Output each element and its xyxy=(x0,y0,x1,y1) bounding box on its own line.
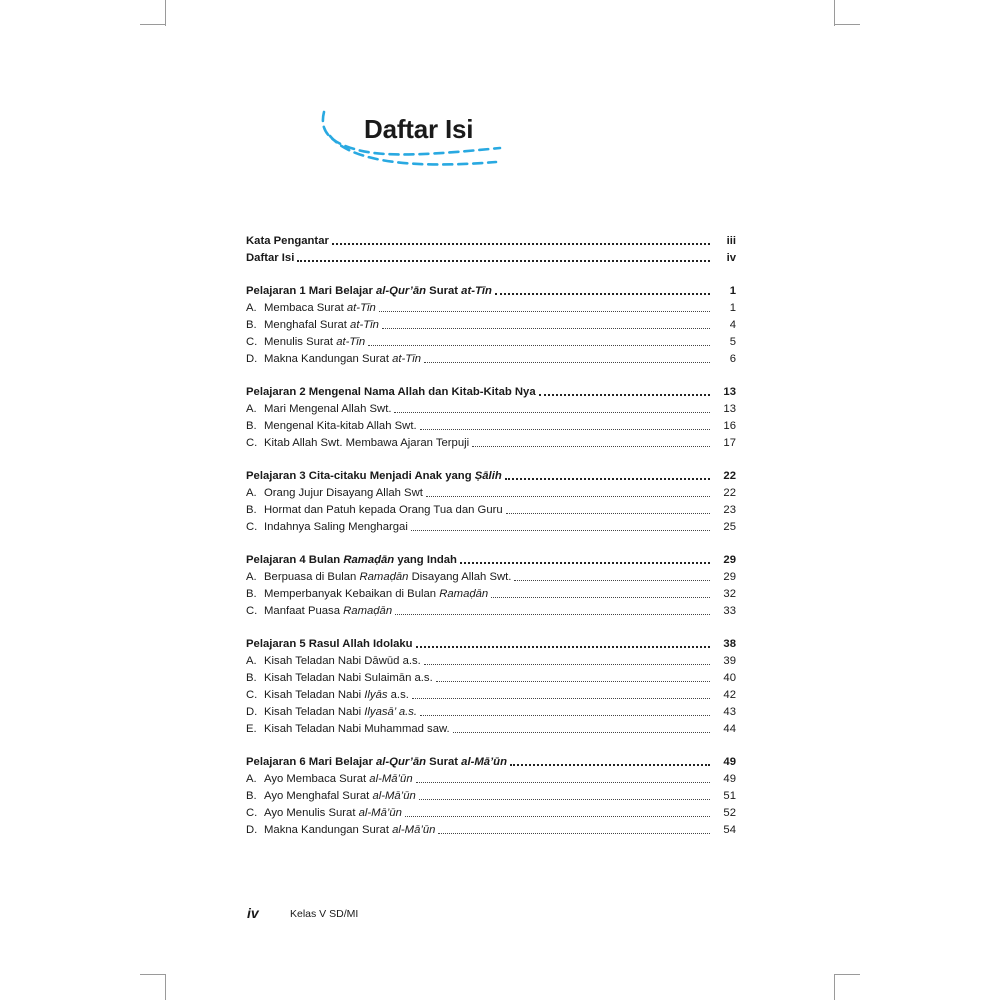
text-segment: a.s. xyxy=(387,689,409,701)
item-title xyxy=(264,671,433,686)
text-segment: Ayo Menghafal Surat xyxy=(264,790,373,802)
section-gap xyxy=(246,535,736,551)
lesson-heading-row[interactable] xyxy=(246,753,736,770)
toc-item-row[interactable] xyxy=(246,703,736,720)
item-letter: B. xyxy=(246,319,257,331)
dot-leader xyxy=(436,681,710,682)
toc-front-row[interactable] xyxy=(246,232,736,249)
toc-page-number: 32 xyxy=(723,588,736,600)
lesson-title xyxy=(246,284,492,299)
section-gap xyxy=(246,737,736,753)
item-letter: D. xyxy=(246,824,258,836)
item-title xyxy=(264,722,450,737)
toc-item-row[interactable] xyxy=(246,720,736,737)
item-letter: A. xyxy=(246,571,257,583)
toc-page-number: 16 xyxy=(723,420,736,432)
text-segment: Ramaḍān xyxy=(343,605,393,617)
toc-page-number: 49 xyxy=(723,756,736,768)
item-title xyxy=(264,772,413,787)
text-segment: Kisah Teladan Nabi xyxy=(264,706,365,718)
dot-leader xyxy=(368,345,710,346)
text-segment: Hormat dan Patuh kepada Orang Tua dan Guru xyxy=(264,504,503,516)
dot-leader xyxy=(416,646,710,648)
toc-page-number: 22 xyxy=(723,487,736,499)
table-of-contents xyxy=(246,232,736,838)
lesson-title xyxy=(246,755,507,770)
text-segment: Indahnya Saling Menghargai xyxy=(264,521,408,533)
item-title xyxy=(264,402,391,417)
toc-page-number: 51 xyxy=(723,790,736,802)
item-title xyxy=(264,352,421,367)
item-letter: B. xyxy=(246,504,257,516)
text-segment: Kisah Teladan Nabi xyxy=(264,689,365,701)
toc-item-row[interactable] xyxy=(246,602,736,619)
text-segment: Ayo Membaca Surat xyxy=(264,773,370,785)
section-gap xyxy=(246,367,736,383)
dot-leader xyxy=(453,732,710,733)
item-letter: C. xyxy=(246,689,258,701)
dot-leader xyxy=(420,715,710,716)
lesson-title xyxy=(246,637,413,652)
lesson-heading-row[interactable] xyxy=(246,383,736,400)
text-segment: Ilyās xyxy=(364,689,388,701)
item-letter: C. xyxy=(246,605,258,617)
dot-leader xyxy=(395,614,710,615)
section-gap xyxy=(246,619,736,635)
text-segment: Membaca Surat xyxy=(264,302,347,314)
dot-leader xyxy=(495,293,710,295)
dot-leader xyxy=(424,362,710,363)
item-title xyxy=(264,604,392,619)
text-segment: Kitab Allah Swt. Membawa Ajaran Terpuji xyxy=(264,437,470,449)
lesson-title xyxy=(246,553,457,568)
toc-page-number: 25 xyxy=(723,521,736,533)
crop-mark xyxy=(834,24,860,25)
toc-page-number: 29 xyxy=(723,554,736,566)
text-segment: at-Tīn xyxy=(461,285,492,297)
toc-item-row[interactable] xyxy=(246,568,736,585)
item-letter: D. xyxy=(246,706,258,718)
toc-page-number: iii xyxy=(726,235,736,247)
toc-page-number: 40 xyxy=(723,672,736,684)
text-segment: Ramaḍān xyxy=(439,588,489,600)
item-letter: A. xyxy=(246,302,257,314)
text-segment: Menghafal Surat xyxy=(264,319,351,331)
dot-leader xyxy=(510,764,710,766)
text-segment: at-Tīn xyxy=(336,336,366,348)
dot-leader xyxy=(382,328,710,329)
dot-leader xyxy=(460,562,710,564)
toc-page-number: 52 xyxy=(723,807,736,819)
section-gap xyxy=(246,451,736,467)
text-segment: al-Mā’ūn xyxy=(372,790,416,802)
toc-page-number: 33 xyxy=(723,605,736,617)
toc-page-number: iv xyxy=(726,252,736,264)
dot-leader xyxy=(514,580,710,581)
toc-page-number: 54 xyxy=(723,824,736,836)
crop-mark xyxy=(140,974,166,975)
lesson-heading-row[interactable] xyxy=(246,467,736,484)
text-segment: Ramaḍān xyxy=(343,554,395,566)
item-letter: C. xyxy=(246,521,258,533)
toc-item-row[interactable] xyxy=(246,501,736,518)
crop-mark xyxy=(834,0,835,26)
toc-item-row[interactable] xyxy=(246,585,736,602)
text-segment: Ilyasā’ a.s. xyxy=(364,706,418,718)
item-letter: B. xyxy=(246,672,257,684)
text-segment: Pelajaran 4 Bulan xyxy=(246,554,344,566)
dot-leader xyxy=(505,478,710,480)
item-title xyxy=(264,486,423,501)
dot-leader xyxy=(394,412,710,413)
dot-leader xyxy=(438,833,710,834)
item-title xyxy=(264,823,435,838)
section-gap xyxy=(246,266,736,282)
toc-page-number: 13 xyxy=(723,403,736,415)
toc-item-row[interactable] xyxy=(246,316,736,333)
text-segment: at-Tīn xyxy=(350,319,379,331)
dot-leader xyxy=(412,698,710,699)
lesson-title xyxy=(246,469,502,484)
text-segment: Mari Mengenal Allah Swt. xyxy=(264,403,392,415)
toc-page-number: 1 xyxy=(729,302,736,314)
page-title: Daftar Isi xyxy=(364,114,474,144)
text-segment: al-Mā’ūn xyxy=(461,756,507,768)
text-segment: Kisah Teladan Nabi Sulaimān a.s. xyxy=(264,672,433,684)
lesson-heading-row[interactable] xyxy=(246,635,736,652)
text-segment: Menulis Surat xyxy=(264,336,337,348)
text-segment: Pelajaran 1 Mari Belajar xyxy=(246,285,376,297)
dot-leader xyxy=(472,446,710,447)
toc-item-row[interactable] xyxy=(246,417,736,434)
toc-item-row[interactable] xyxy=(246,804,736,821)
text-segment: Ayo Menulis Surat xyxy=(264,807,359,819)
item-title xyxy=(264,806,402,821)
item-title xyxy=(264,436,469,451)
toc-item-row[interactable] xyxy=(246,669,736,686)
toc-front-row[interactable] xyxy=(246,249,736,266)
crop-mark xyxy=(834,974,860,975)
dot-leader xyxy=(426,496,710,497)
toc-item-row[interactable] xyxy=(246,299,736,316)
text-segment: al-Mā’ūn xyxy=(358,807,402,819)
crop-mark xyxy=(834,974,835,1000)
item-title xyxy=(264,301,376,316)
dot-leader xyxy=(491,597,710,598)
lesson-list xyxy=(246,266,736,838)
toc-page-number: 4 xyxy=(729,319,736,331)
lesson-title xyxy=(246,385,536,400)
toc-page-number: 22 xyxy=(723,470,736,482)
toc-page-number: 44 xyxy=(723,723,736,735)
item-title xyxy=(264,654,421,669)
toc-page-number: 1 xyxy=(729,285,736,297)
dot-leader xyxy=(419,799,710,800)
item-title xyxy=(264,503,503,518)
dot-leader xyxy=(405,816,710,817)
text-segment: Pelajaran 2 Mengenal Nama Allah dan Kitab-Kitab Nya xyxy=(246,386,536,398)
item-title xyxy=(264,587,488,602)
dot-leader xyxy=(332,243,710,245)
toc-page-number: 6 xyxy=(729,353,736,365)
item-title xyxy=(264,520,408,535)
item-letter: B. xyxy=(246,790,257,802)
toc-page-number: 17 xyxy=(723,437,736,449)
text-segment: Manfaat Puasa xyxy=(264,605,344,617)
text-segment: Makna Kandungan Surat xyxy=(264,824,393,836)
lesson-heading-row[interactable] xyxy=(246,282,736,299)
toc-entry-title: Daftar Isi xyxy=(246,252,295,264)
dot-leader xyxy=(379,311,710,312)
text-segment: al-Mā’ūn xyxy=(392,824,436,836)
toc-page-number: 49 xyxy=(723,773,736,785)
item-letter: D. xyxy=(246,353,258,365)
toc-page-number: 13 xyxy=(723,386,736,398)
item-title xyxy=(264,688,409,703)
item-letter: B. xyxy=(246,588,257,600)
toc-item-row[interactable] xyxy=(246,821,736,838)
toc-item-row[interactable] xyxy=(246,770,736,787)
text-segment: at-Tīn xyxy=(392,353,422,365)
item-letter: C. xyxy=(246,807,258,819)
dot-leader xyxy=(424,664,710,665)
text-segment: Pelajaran 5 Rasul Allah Idolaku xyxy=(246,638,413,650)
toc-item-row[interactable] xyxy=(246,350,736,367)
dot-leader xyxy=(506,513,710,514)
dot-leader xyxy=(297,260,710,262)
item-letter: A. xyxy=(246,773,257,785)
item-letter: E. xyxy=(246,723,257,735)
text-segment: Memperbanyak Kebaikan di Bulan xyxy=(264,588,440,600)
toc-item-row[interactable] xyxy=(246,652,736,669)
crop-mark xyxy=(140,24,166,25)
item-letter: A. xyxy=(246,487,257,499)
text-segment: al-Qur’ān xyxy=(376,285,427,297)
item-letter: C. xyxy=(246,336,258,348)
item-letter: B. xyxy=(246,420,257,432)
toc-item-row[interactable] xyxy=(246,787,736,804)
item-letter: A. xyxy=(246,655,257,667)
toc-page-number: 5 xyxy=(729,336,736,348)
text-segment: at-Tīn xyxy=(346,302,376,314)
item-letter: A. xyxy=(246,403,257,415)
toc-item-row[interactable] xyxy=(246,400,736,417)
text-segment: Pelajaran 6 Mari Belajar xyxy=(246,756,376,768)
text-segment: Kisah Teladan Nabi Dāwūd a.s. xyxy=(264,655,421,667)
item-title xyxy=(264,318,379,333)
text-segment: Makna Kandungan Surat xyxy=(264,353,393,365)
dot-leader xyxy=(411,530,710,531)
text-segment: al-Mā’ūn xyxy=(369,773,413,785)
toc-item-row[interactable] xyxy=(246,333,736,350)
text-segment: Ṣālih xyxy=(474,470,502,482)
text-segment: Berpuasa di Bulan xyxy=(264,571,360,583)
toc-item-row[interactable] xyxy=(246,686,736,703)
item-title xyxy=(264,789,416,804)
toc-page-number: 38 xyxy=(723,638,736,650)
item-title xyxy=(264,570,511,585)
toc-page-number: 43 xyxy=(723,706,736,718)
toc-page-number: 39 xyxy=(723,655,736,667)
item-title xyxy=(264,419,417,434)
text-segment: Pelajaran 3 Cita-citaku Menjadi Anak yang xyxy=(246,470,475,482)
toc-page-number: 23 xyxy=(723,504,736,516)
toc-item-row[interactable] xyxy=(246,434,736,451)
text-segment: Surat xyxy=(426,756,462,768)
text-segment: Kisah Teladan Nabi Muhammad saw. xyxy=(264,723,450,735)
lesson-heading-row[interactable] xyxy=(246,551,736,568)
text-segment: Mengenal Kita-kitab Allah Swt. xyxy=(264,420,417,432)
text-segment: Disayang Allah Swt. xyxy=(408,571,512,583)
text-segment: al-Qur’ān xyxy=(376,756,427,768)
item-letter: C. xyxy=(246,437,258,449)
text-segment: yang Indah xyxy=(394,554,457,566)
dot-leader xyxy=(539,394,710,396)
toc-item-row[interactable] xyxy=(246,518,736,535)
item-title xyxy=(264,705,417,720)
toc-item-row[interactable] xyxy=(246,484,736,501)
toc-page-number: 42 xyxy=(723,689,736,701)
dot-leader xyxy=(420,429,710,430)
item-title xyxy=(264,335,365,350)
toc-page-number: 29 xyxy=(723,571,736,583)
text-segment: Orang Jujur Disayang Allah Swt xyxy=(264,487,423,499)
dot-leader xyxy=(416,782,710,783)
crop-mark xyxy=(165,974,166,1000)
text-segment: Surat xyxy=(426,285,462,297)
text-segment: Ramaḍān xyxy=(359,571,409,583)
toc-entry-title: Kata Pengantar xyxy=(246,235,329,247)
crop-mark xyxy=(165,0,166,26)
footer-page-number: iv xyxy=(247,905,259,921)
footer-class-label: Kelas V SD/MI xyxy=(290,908,359,920)
